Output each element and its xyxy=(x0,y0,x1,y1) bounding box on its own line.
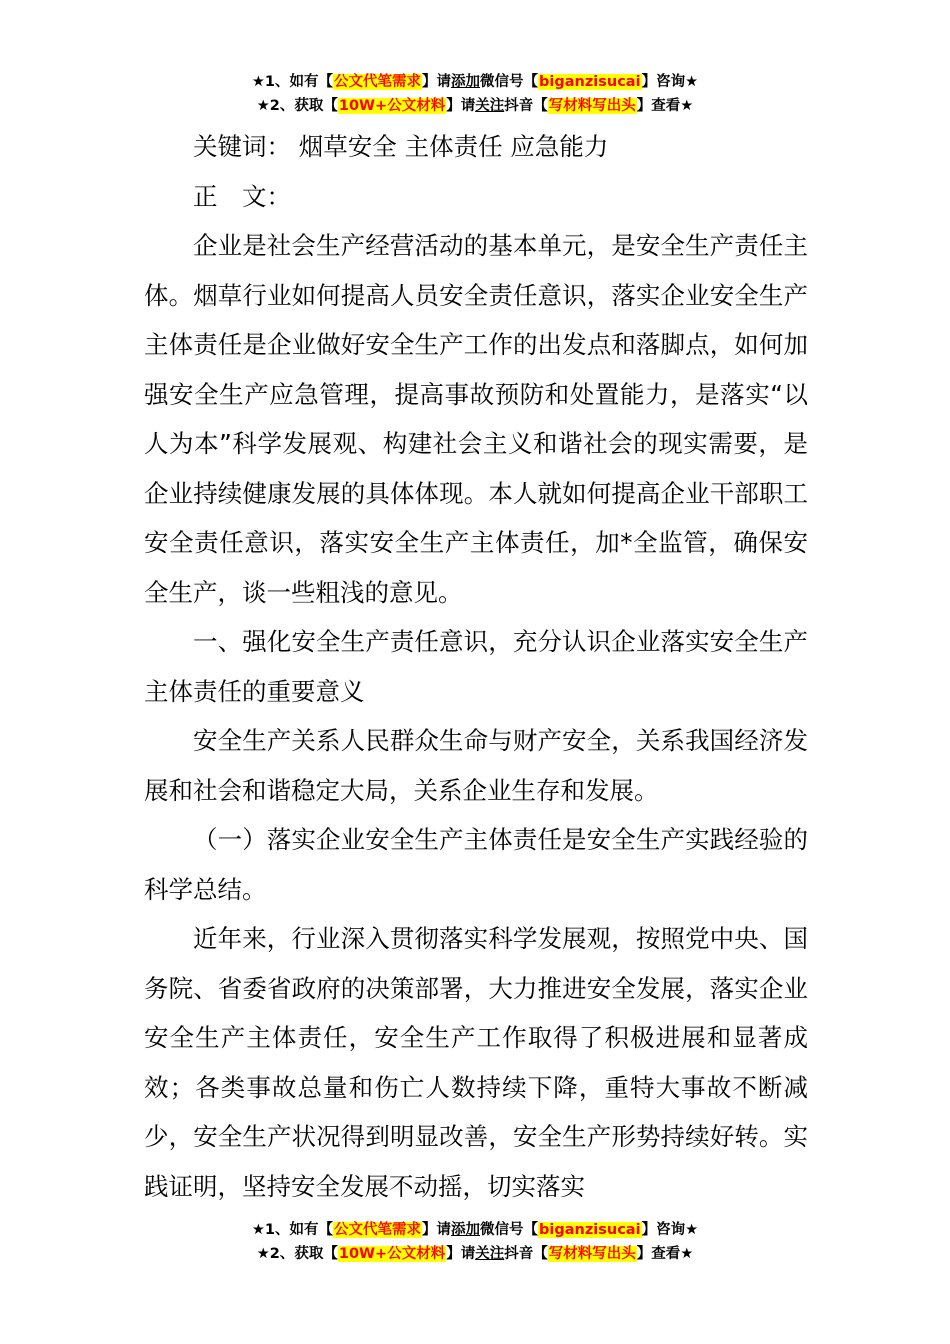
banner-text: 微信号【 xyxy=(480,74,539,90)
banner-highlight: 10W+公文材料 xyxy=(338,1246,446,1262)
banner-text: 】请 xyxy=(446,1246,476,1262)
banner-highlight: 公文代笔需求 xyxy=(334,74,422,90)
banner-text: 】请 xyxy=(422,1222,452,1238)
banner-highlight: 公文代笔需求 xyxy=(334,1222,422,1238)
banner-highlight: 写材料写出头 xyxy=(548,1246,636,1262)
banner-highlight: biganzisucai xyxy=(539,1222,641,1238)
banner-text: ★1、如有【 xyxy=(251,74,334,90)
section-heading: 一、强化安全生产责任意识，充分认识企业落实安全生产主体责任的重要意义 xyxy=(144,627,808,706)
banner-highlight: biganzisucai xyxy=(539,74,641,90)
banner-text: ★2、获取【 xyxy=(256,98,338,114)
banner-text: ★1、如有【 xyxy=(251,1222,334,1238)
banner-underline: 添加 xyxy=(451,74,481,90)
banner-text: 】咨询★ xyxy=(641,74,699,90)
banner-text: 】请 xyxy=(422,74,452,90)
paragraph: 企业是社会生产经营活动的基本单元，是安全生产责任主体。烟草行业如何提高人员安全责任意识，落实企业安全生产主体责任是企业做好安全生产工作的出发点和落脚点，如何加强安全生产应急管理，提高事故预防和处置能力，是落实“以人为本”科学发展观、构建社会主义和谐社会的现实需要，是企业持续健康发展的具体体现。本人就如何提高企业干部职工安全责任意识，落实安全生产主体责任，加*全监管，确保安全生产，谈一些粗浅的意见。 xyxy=(144,231,808,607)
banner-text: 微信号【 xyxy=(480,1222,539,1238)
header-banner xyxy=(0,70,950,118)
banner-text: 】请 xyxy=(446,98,476,114)
banner-line-2 xyxy=(0,94,950,118)
banner-line-1 xyxy=(0,70,950,94)
banner-line-1 xyxy=(0,1218,950,1242)
banner-text: 】查看★ xyxy=(636,98,694,114)
banner-underline: 关注 xyxy=(475,1246,505,1262)
body-label: 正 文： xyxy=(193,181,291,211)
paragraph: 近年来，行业深入贯彻落实科学发展观，按照党中央、国务院、省委省政府的决策部署，大力推进安全发展，落实企业安全生产主体责任，安全生产工作取得了积极进展和显著成效；各类事故总量和伤亡人数持续下降，重特大事故不断减少，安全生产状况得到明显改善，安全生产形势持续好转。实践证明，坚持安全发展不动摇，切实落实 xyxy=(144,924,808,1201)
subsection-heading: （一）落实企业安全生产主体责任是安全生产实践经验的科学总结。 xyxy=(144,825,808,904)
banner-text: 】查看★ xyxy=(636,1246,694,1262)
document-body xyxy=(144,122,808,1211)
banner-text: 抖音【 xyxy=(504,1246,548,1262)
banner-text: 抖音【 xyxy=(504,98,548,114)
keywords-line: 关键词： 烟草安全 主体责任 应急能力 xyxy=(193,132,609,161)
paragraph: 安全生产关系人民群众生命与财产安全，关系我国经济发展和社会和谐稳定大局，关系企业生存和发展。 xyxy=(144,726,808,805)
banner-underline: 关注 xyxy=(475,98,505,114)
banner-text: ★2、获取【 xyxy=(256,1246,338,1262)
banner-highlight: 10W+公文材料 xyxy=(338,98,446,114)
banner-text: 】咨询★ xyxy=(641,1222,699,1238)
banner-underline: 添加 xyxy=(451,1222,481,1238)
banner-highlight: 写材料写出头 xyxy=(548,98,636,114)
footer-banner xyxy=(0,1218,950,1266)
banner-line-2 xyxy=(0,1242,950,1266)
